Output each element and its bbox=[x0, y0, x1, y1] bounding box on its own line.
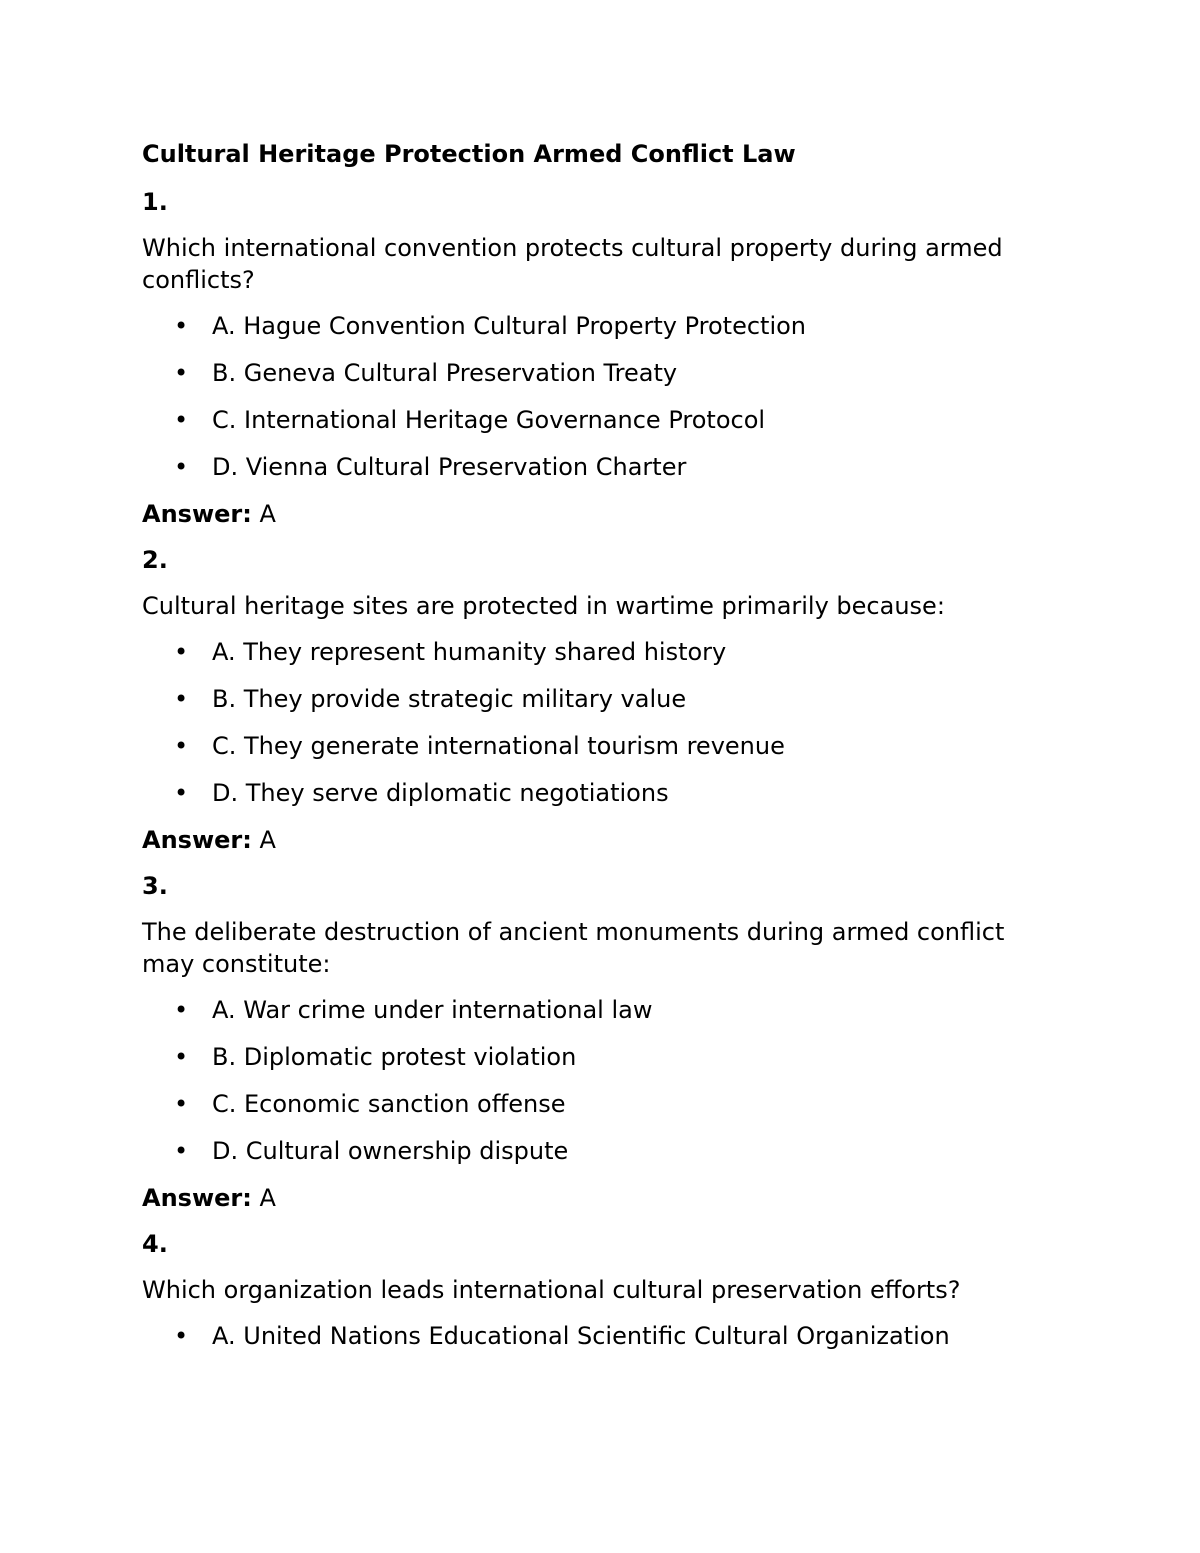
options-list bbox=[142, 310, 1062, 483]
answer-value: A bbox=[259, 1184, 276, 1212]
options-list bbox=[142, 636, 1062, 809]
option-text: B. Geneva Cultural Preservation Treaty bbox=[212, 359, 678, 387]
answer-value: A bbox=[259, 826, 276, 854]
option-item bbox=[142, 1320, 1062, 1352]
option-item bbox=[142, 1135, 1062, 1167]
bullet-icon: • bbox=[174, 685, 189, 713]
question-number: 2. bbox=[142, 546, 168, 574]
option-item bbox=[142, 730, 1062, 762]
answer-label: Answer: bbox=[142, 500, 252, 528]
option-text: D. They serve diplomatic negotiations bbox=[212, 779, 669, 807]
option-item bbox=[142, 451, 1062, 483]
bullet-icon: • bbox=[174, 732, 189, 760]
bullet-icon: • bbox=[174, 1137, 189, 1165]
option-text: A. United Nations Educational Scientific Cultural Organization bbox=[212, 1322, 950, 1350]
bullet-icon: • bbox=[174, 453, 189, 481]
option-text: B. Diplomatic protest violation bbox=[212, 1043, 577, 1071]
option-text: C. They generate international tourism revenue bbox=[212, 732, 785, 760]
answer-line bbox=[142, 824, 1062, 856]
option-item bbox=[142, 683, 1062, 715]
option-text: D. Vienna Cultural Preservation Charter bbox=[212, 453, 687, 481]
option-text: A. War crime under international law bbox=[212, 996, 653, 1024]
document-page bbox=[142, 138, 1062, 1367]
answer-label: Answer: bbox=[142, 826, 252, 854]
question-text: Cultural heritage sites are protected in wartime primarily because: bbox=[142, 592, 945, 620]
bullet-icon: • bbox=[174, 359, 189, 387]
option-item bbox=[142, 636, 1062, 668]
answer-label: Answer: bbox=[142, 1184, 252, 1212]
bullet-icon: • bbox=[174, 406, 189, 434]
option-item bbox=[142, 310, 1062, 342]
option-text: D. Cultural ownership dispute bbox=[212, 1137, 569, 1165]
question-text: Which international convention protects cultural property during armed conflicts? bbox=[142, 234, 1003, 294]
option-item bbox=[142, 994, 1062, 1026]
bullet-icon: • bbox=[174, 1090, 189, 1118]
option-item bbox=[142, 357, 1062, 389]
question-text: Which organization leads international cultural preservation efforts? bbox=[142, 1276, 961, 1304]
option-item bbox=[142, 777, 1062, 809]
option-text: C. Economic sanction offense bbox=[212, 1090, 566, 1118]
bullet-icon: • bbox=[174, 1322, 189, 1350]
option-text: B. They provide strategic military value bbox=[212, 685, 687, 713]
option-text: A. Hague Convention Cultural Property Protection bbox=[212, 312, 807, 340]
options-list bbox=[142, 994, 1062, 1167]
question-2 bbox=[142, 544, 1062, 856]
bullet-icon: • bbox=[174, 1043, 189, 1071]
question-number: 1. bbox=[142, 188, 168, 216]
bullet-icon: • bbox=[174, 312, 189, 340]
question-4 bbox=[142, 1228, 1062, 1352]
document-title: Cultural Heritage Protection Armed Conflict Law bbox=[142, 140, 796, 168]
bullet-icon: • bbox=[174, 779, 189, 807]
option-text: A. They represent humanity shared history bbox=[212, 638, 727, 666]
option-text: C. International Heritage Governance Protocol bbox=[212, 406, 766, 434]
bullet-icon: • bbox=[174, 638, 189, 666]
option-item bbox=[142, 404, 1062, 436]
question-number: 3. bbox=[142, 872, 168, 900]
answer-line bbox=[142, 498, 1062, 530]
question-1 bbox=[142, 186, 1062, 530]
question-3 bbox=[142, 870, 1062, 1214]
question-number: 4. bbox=[142, 1230, 168, 1258]
answer-value: A bbox=[259, 500, 276, 528]
bullet-icon: • bbox=[174, 996, 189, 1024]
answer-line bbox=[142, 1182, 1062, 1214]
question-text: The deliberate destruction of ancient monuments during armed conflict may constitute: bbox=[142, 918, 1005, 978]
option-item bbox=[142, 1088, 1062, 1120]
options-list bbox=[142, 1320, 1062, 1352]
option-item bbox=[142, 1041, 1062, 1073]
